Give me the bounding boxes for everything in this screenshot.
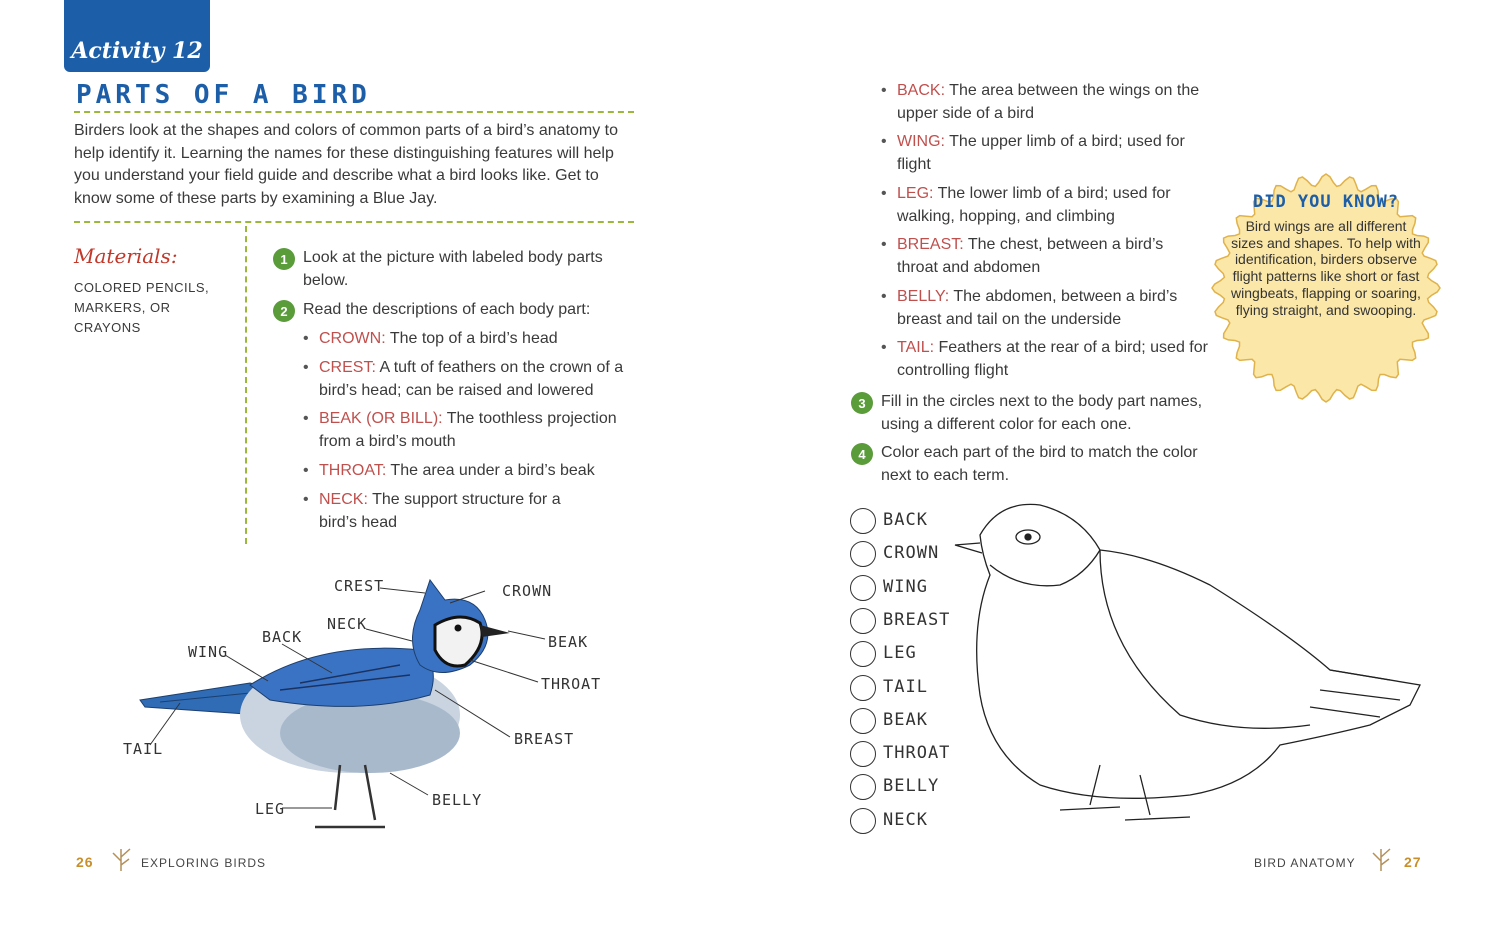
step-number: 3 [851,392,873,414]
color-term-label: BEAK [883,709,928,730]
divider [74,221,634,223]
step-text: Look at the picture with labeled body parts below. [303,249,603,289]
list-item: • BEAK (OR BILL): The toothless projection from a bird’s mouth [319,408,639,453]
page-title: PARTS OF A BIRD [76,80,371,110]
blue-jay-illustration [100,565,620,845]
step-number: 4 [851,443,873,465]
materials-heading: Materials: [74,244,178,268]
color-fill-circle[interactable] [850,741,876,767]
bird-label-throat: THROAT [541,675,602,693]
color-fill-circle[interactable] [850,708,876,734]
twig-icon [104,843,138,873]
list-item: • CROWN: The top of a bird’s head [319,328,639,351]
did-you-know-text: Bird wings are all different sizes and shapes. To help with identification, birders observe flight patterns like short or fast wingbeats, flapping or soaring, flying straight, and swooping. [1231,218,1421,318]
bird-label-beak: BEAK [548,633,589,651]
color-term-label: BACK [883,510,928,530]
bird-label-neck: NECK [327,615,368,633]
color-term-label: BELLY [883,776,940,797]
list-item: • BACK: The area between the wings on the upper side of a bird [897,80,1227,125]
outline-bird-illustration [950,495,1430,845]
bird-label-belly: BELLY [432,791,483,809]
color-fill-circle[interactable] [850,808,876,834]
color-fill-circle[interactable] [850,641,876,667]
color-fill-circle[interactable] [850,508,876,534]
step-text: Color each part of the bird to match the color next to each term. [881,444,1198,484]
list-item: • LEG: The lower limb of a bird; used for walking, hopping, and climbing [897,183,1197,228]
page-number: 26 [76,854,94,870]
materials-text: COLORED PENCILS, MARKERS, OR CRAYONS [74,280,210,335]
step-number: 1 [273,248,295,270]
bird-label-crown: CROWN [502,582,553,600]
list-item: • BREAST: The chest, between a bird’s throat and abdomen [897,234,1197,279]
color-fill-circle[interactable] [850,575,876,601]
list-item: • TAIL: Feathers at the rear of a bird; used for controlling flight [897,337,1217,382]
bird-label-wing: WING [188,643,229,661]
bird-label-back: BACK [262,628,303,646]
activity-tab: Activity 12 [64,0,210,72]
color-term-label: BREAST [883,609,951,630]
color-fill-circle[interactable] [850,608,876,634]
color-term-label: THROAT [883,743,951,764]
bird-label-tail: TAIL [123,740,164,758]
page-number: 27 [1404,854,1422,870]
color-term-label: CROWN [883,543,940,564]
footer-text: EXPLORING BIRDS [141,856,267,870]
step-text: Read the descriptions of each body part: [303,301,591,318]
step-text: Fill in the circles next to the body part names, using a different color for each one. [881,393,1203,433]
color-term-label: WING [883,576,928,597]
color-term-label: LEG [883,643,917,664]
color-fill-circle[interactable] [850,774,876,800]
list-item: • BELLY: The abdomen, between a bird’s breast and tail on the underside [897,286,1207,331]
color-term-label: TAIL [883,676,928,697]
list-item: • CREST: A tuft of feathers on the crown of a bird’s head; can be raised and lowered [319,357,639,402]
footer-text: BIRD ANATOMY [1254,856,1356,870]
intro-paragraph: Birders look at the shapes and colors of common parts of a bird’s anatomy to help identify it. Learning the names for these distinguishing features will help you understand your field guide and describe what a bird looks like. Get to know some of these parts by examining a Blue Jay. [74,122,618,207]
bird-label-crest: CREST [334,577,385,595]
color-fill-circle[interactable] [850,541,876,567]
divider [74,111,634,113]
color-fill-circle[interactable] [850,675,876,701]
materials-divider [245,226,247,544]
list-item: • NECK: The support structure for a bird’s head [319,489,599,534]
bird-label-breast: BREAST [514,730,575,748]
list-item: • THROAT: The area under a bird’s beak [319,460,639,483]
step-number: 2 [273,300,295,322]
list-item: • WING: The upper limb of a bird; used for flight [897,131,1197,176]
twig-icon [1364,843,1398,873]
bird-label-leg: LEG [255,800,286,818]
did-you-know-heading: DID YOU KNOW? [1252,192,1400,212]
color-term-label: NECK [883,809,928,830]
